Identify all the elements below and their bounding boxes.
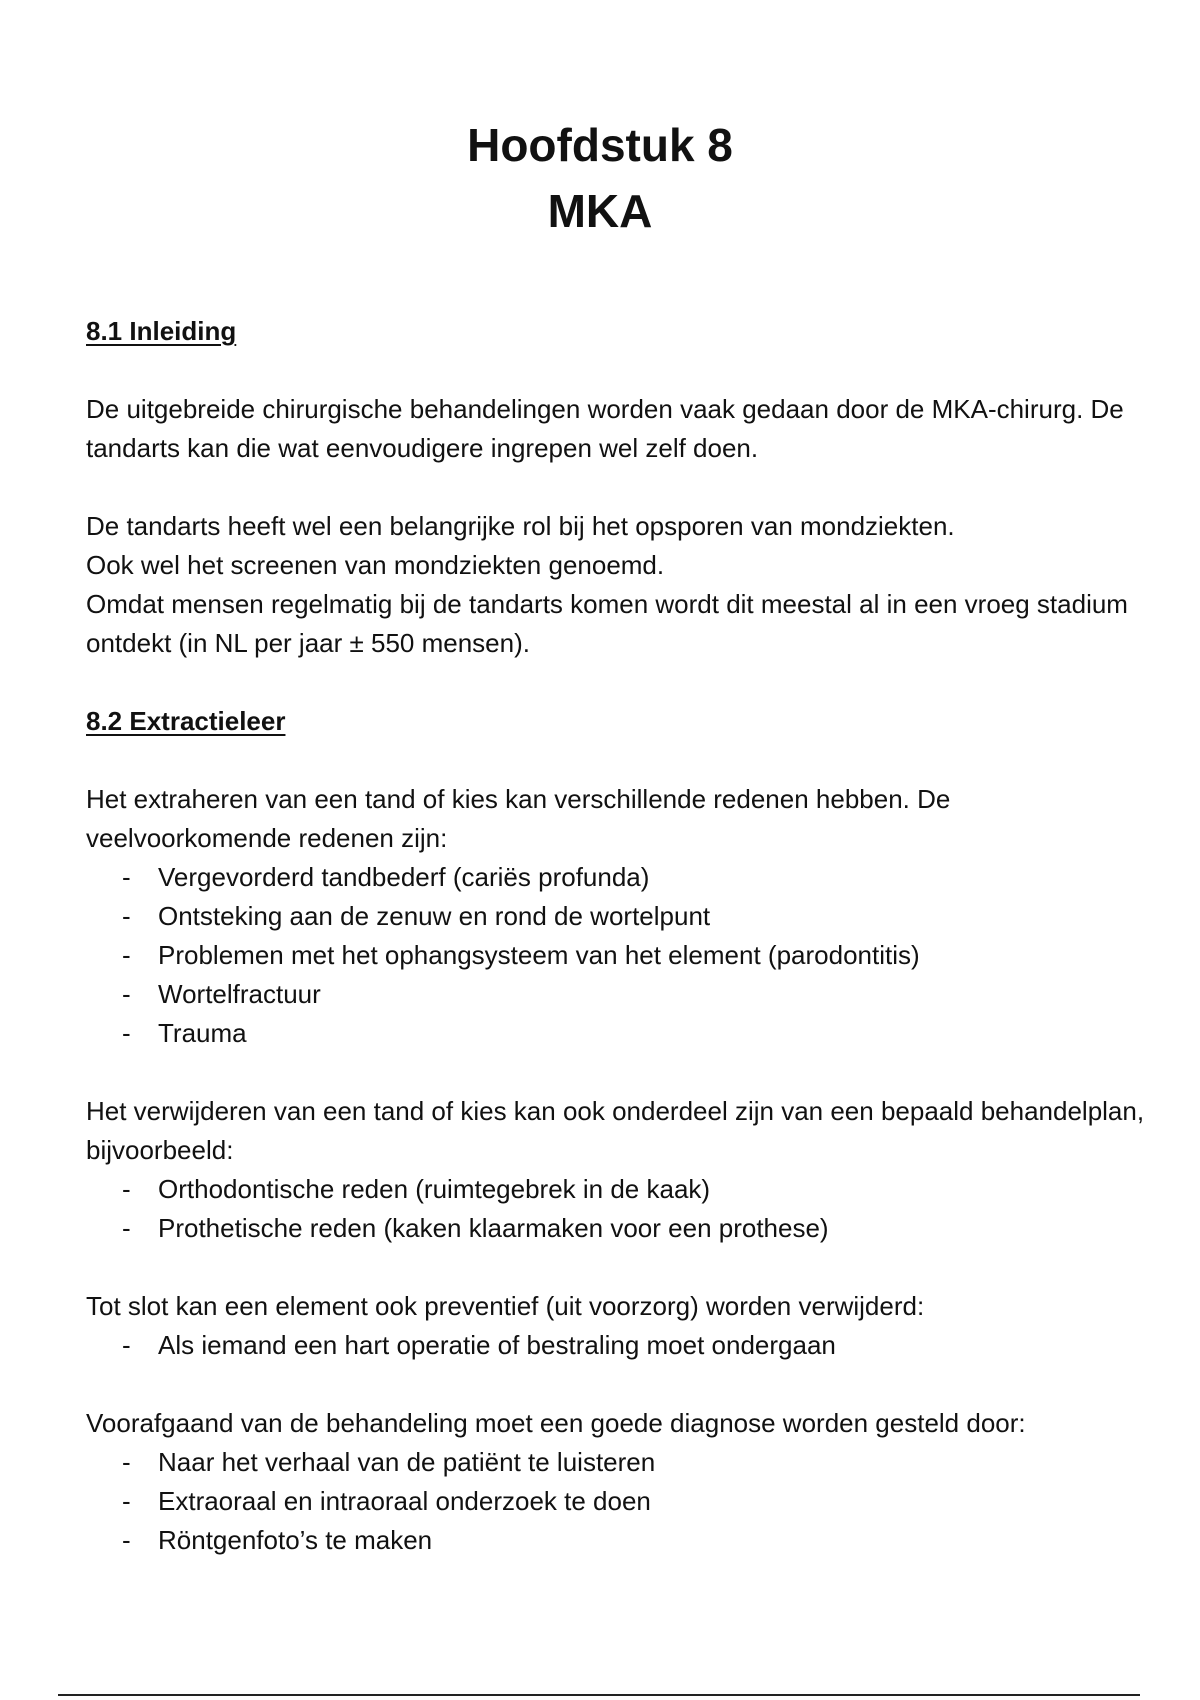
title-subject: MKA — [547, 185, 653, 237]
diagnosis-list — [86, 1443, 1146, 1560]
page-title — [0, 112, 1200, 244]
list-item: - Orthodontische reden (ruimtegebrek in de kaak) — [122, 1174, 711, 1204]
preventive-list — [86, 1326, 1146, 1365]
list-item: - Vergevorderd tandbederf (cariës profunda) — [122, 862, 650, 892]
list-item: - Röntgenfoto’s te maken — [122, 1525, 433, 1555]
document-body — [86, 312, 1146, 1560]
paragraph-intro: De uitgebreide chirurgische behandelingen worden vaak gedaan door de MKA-chirurg. De tandarts kan die wat eenvoudigere ingrepen wel zelf doen. — [86, 394, 1124, 463]
list-item: - Naar het verhaal van de patiënt te luisteren — [122, 1447, 656, 1477]
paragraph-plan-intro: Het verwijderen van een tand of kies kan ook onderdeel zijn van een bepaald behandelplan, bijvoorbeeld: — [86, 1096, 1145, 1165]
list-item: - Als iemand een hart operatie of bestraling moet ondergaan — [122, 1330, 836, 1360]
list-item: - Ontsteking aan de zenuw en rond de wortelpunt — [122, 901, 711, 931]
title-chapter: Hoofdstuk 8 — [467, 119, 733, 171]
paragraph-screening-line1: De tandarts heeft wel een belangrijke rol bij het opsporen van mondziekten. — [86, 511, 955, 541]
list-item: - Wortelfractuur — [122, 979, 321, 1009]
section-heading-extractieleer: 8.2 Extractieleer — [86, 706, 286, 736]
paragraph-screening-line3: Omdat mensen regelmatig bij de tandarts komen wordt dit meestal al in een vroeg stadium ontdekt (in NL per jaar ± 550 mensen). — [86, 589, 1128, 658]
reasons-list — [86, 858, 1146, 1053]
list-item: - Trauma — [122, 1018, 247, 1048]
paragraph-reasons-intro: Het extraheren van een tand of kies kan verschillende redenen hebben. De veelvoorkomende redenen zijn: — [86, 784, 951, 853]
paragraph-screening-line2: Ook wel het screenen van mondziekten genoemd. — [86, 550, 665, 580]
paragraph-diagnosis-intro: Voorafgaand van de behandeling moet een goede diagnose worden gesteld door: — [86, 1408, 1026, 1438]
page-bottom-divider — [58, 1694, 1140, 1696]
paragraph-preventive-intro: Tot slot kan een element ook preventief (uit voorzorg) worden verwijderd: — [86, 1291, 925, 1321]
list-item: - Extraoraal en intraoraal onderzoek te doen — [122, 1486, 651, 1516]
list-item: - Prothetische reden (kaken klaarmaken voor een prothese) — [122, 1213, 829, 1243]
section-heading-inleiding: 8.1 Inleiding — [86, 316, 237, 346]
plan-reasons-list — [86, 1170, 1146, 1248]
list-item: - Problemen met het ophangsysteem van het element (parodontitis) — [122, 940, 920, 970]
